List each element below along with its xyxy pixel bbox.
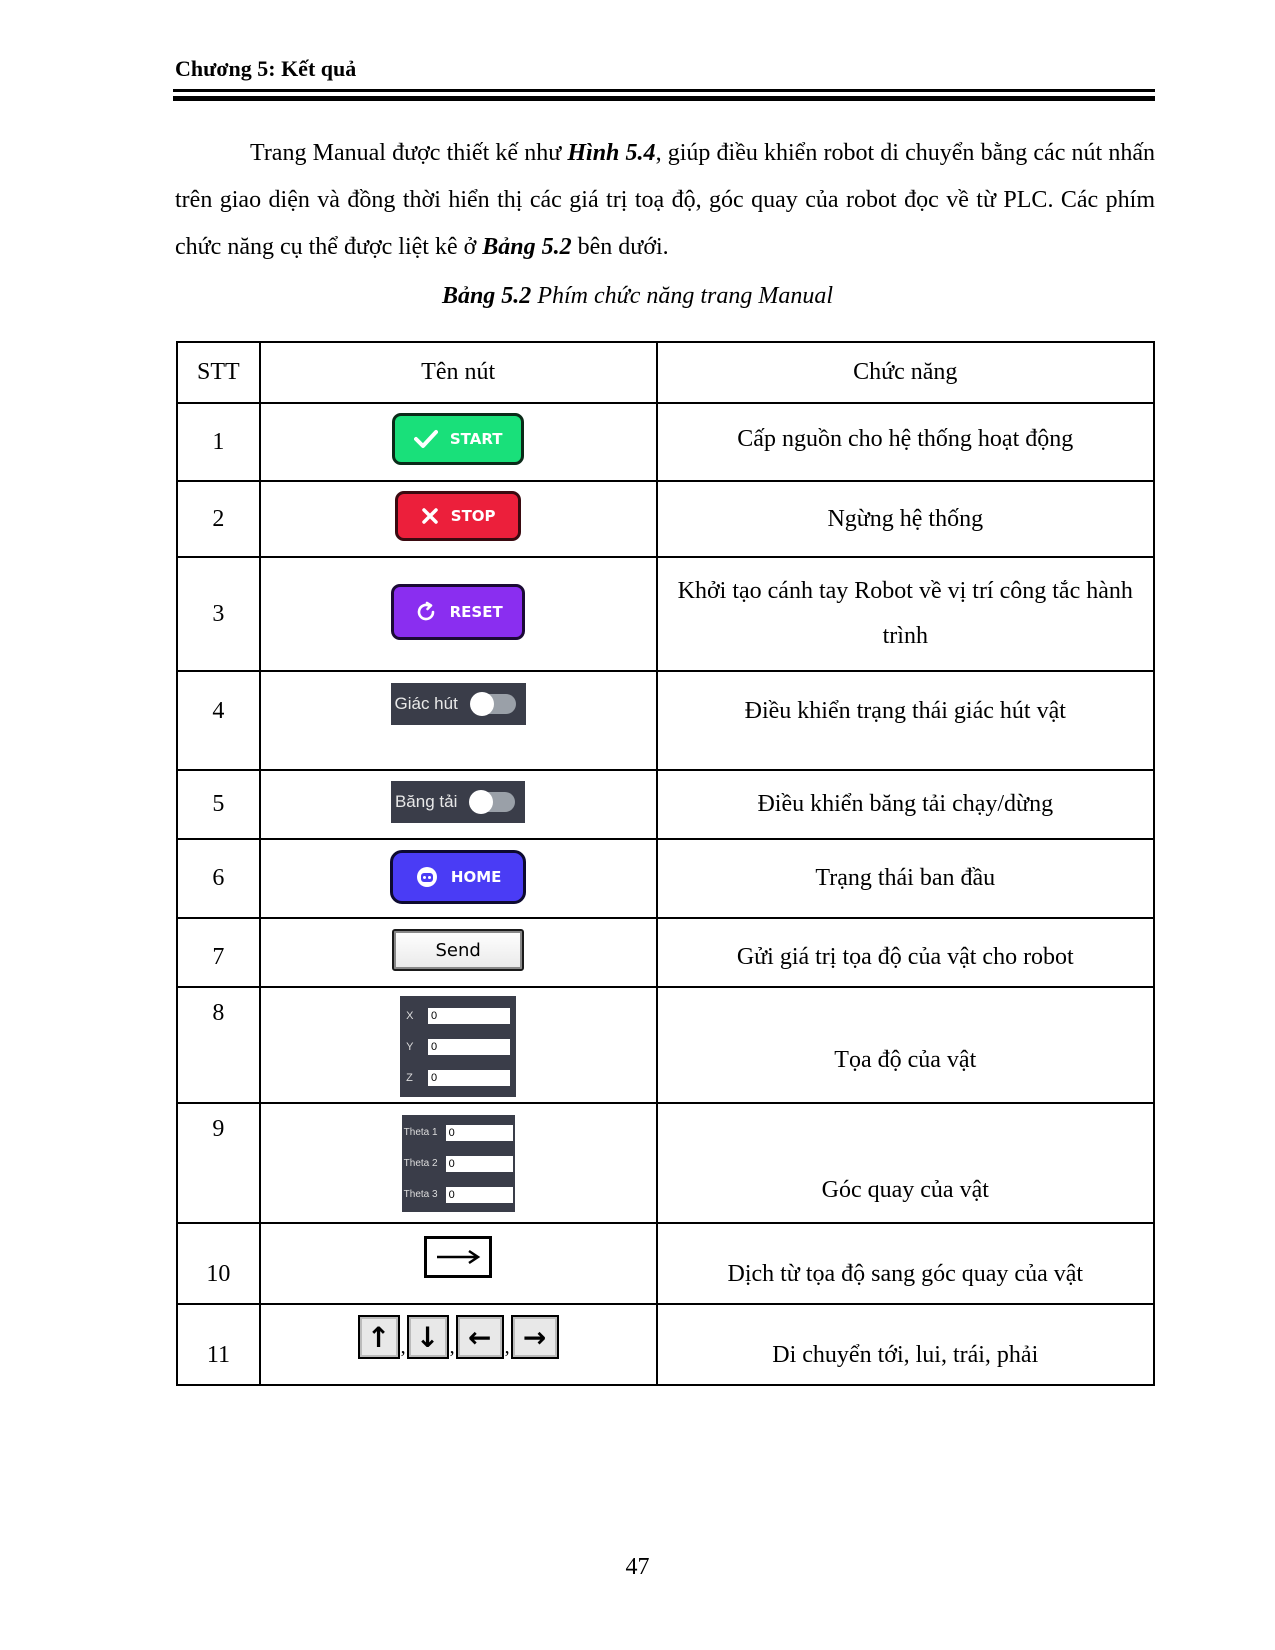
home-button[interactable]	[390, 850, 526, 904]
arrow-left-icon: ←	[467, 1320, 492, 1354]
stop-button[interactable]	[395, 491, 521, 541]
row-stt: 10	[177, 1223, 260, 1304]
x-input[interactable]: 0	[428, 1008, 510, 1024]
convert-button[interactable]	[424, 1236, 492, 1278]
row-function: Cấp nguồn cho hệ thống hoạt động	[657, 403, 1154, 481]
start-label: START	[449, 430, 503, 448]
left-button[interactable]	[456, 1315, 504, 1359]
arrow-up-icon: ↑	[366, 1320, 391, 1354]
table-row	[177, 1223, 1154, 1304]
row-stt: 7	[177, 918, 260, 987]
function-text: Khởi tạo cánh tay Robot về vị trí công tắc hành trình	[677, 578, 1133, 649]
right-button[interactable]	[511, 1315, 559, 1359]
theta1-input[interactable]: 0	[446, 1125, 513, 1141]
row-button	[260, 918, 657, 987]
row-button	[260, 1103, 657, 1223]
row-function: Gửi giá trị tọa độ của vật cho robot	[657, 918, 1154, 987]
header-function: Chức năng	[657, 342, 1154, 403]
suction-toggle-control	[391, 683, 526, 725]
page-number: 47	[625, 1554, 650, 1580]
z-input[interactable]: 0	[428, 1070, 510, 1086]
row-stt: 6	[177, 839, 260, 918]
y-input[interactable]: 0	[428, 1039, 510, 1055]
table-row	[177, 987, 1154, 1103]
home-label: HOME	[450, 867, 502, 886]
header-rule-thin	[173, 89, 1155, 92]
arrow-right-icon	[435, 1249, 481, 1265]
theta2-input[interactable]: 0	[446, 1156, 513, 1172]
intro-paragraph	[175, 130, 1155, 271]
table-row	[177, 481, 1154, 557]
row-function: Điều khiển băng tải chạy/dừng	[657, 770, 1154, 839]
row-function	[657, 557, 1154, 671]
coord-row-x	[406, 1000, 510, 1031]
row-function: Ngừng hệ thống	[657, 481, 1154, 557]
close-icon	[421, 507, 439, 525]
table-ref: Bảng 5.2	[482, 234, 572, 260]
row-button	[260, 1223, 657, 1304]
down-button[interactable]	[407, 1315, 449, 1359]
paragraph-text-2: , giúp điều khiển robot di chuyển bằng các nút nhấn trên giao diện và đồng thời hiển thị các giá trị toạ độ, góc quay của robot đọc về từ PLC. Các phím chức năng cụ thể được liệt kê ở	[175, 140, 1155, 260]
reset-label: RESET	[449, 603, 503, 621]
suction-label: Giác hút	[394, 694, 458, 713]
row-stt: 8	[177, 987, 260, 1103]
row-stt: 9	[177, 1103, 260, 1223]
theta3-input[interactable]: 0	[446, 1187, 513, 1203]
conveyor-toggle-control	[391, 781, 525, 823]
send-label: Send	[435, 939, 481, 961]
row-stt: 2	[177, 481, 260, 557]
header-stt: STT	[177, 342, 260, 403]
conveyor-label: Băng tải	[394, 791, 458, 811]
table-row	[177, 770, 1154, 839]
table-caption	[0, 283, 1275, 310]
arrow-down-icon: ↓	[415, 1320, 440, 1354]
row-stt: 4	[177, 671, 260, 770]
separator: ,	[504, 1336, 510, 1358]
caption-text: Phím chức năng trang Manual	[531, 283, 834, 309]
row-stt: 3	[177, 557, 260, 671]
send-button[interactable]	[392, 929, 524, 971]
row-stt: 11	[177, 1304, 260, 1385]
header-button-name: Tên nút	[260, 342, 657, 403]
function-key-table	[176, 341, 1155, 1386]
reset-button[interactable]	[391, 584, 525, 640]
row-function: Trạng thái ban đầu	[657, 839, 1154, 918]
row-function: Điều khiển trạng thái giác hút vật	[657, 671, 1154, 770]
table-row	[177, 918, 1154, 987]
row-function: Tọa độ của vật	[657, 987, 1154, 1103]
robot-icon	[415, 865, 439, 889]
angle-label: Theta 2	[403, 1158, 438, 1169]
stop-label: STOP	[450, 507, 496, 525]
row-button	[260, 839, 657, 918]
coord-label: X	[406, 1009, 414, 1022]
row-button	[260, 481, 657, 557]
table-row	[177, 1103, 1154, 1223]
start-button[interactable]	[392, 413, 524, 465]
table-row	[177, 1304, 1154, 1385]
check-icon	[414, 429, 438, 449]
row-function: Dịch từ tọa độ sang góc quay của vật	[657, 1223, 1154, 1304]
coordinate-panel	[400, 996, 516, 1097]
row-function: Góc quay của vật	[657, 1103, 1154, 1223]
row-function: Di chuyển tới, lui, trái, phải	[657, 1304, 1154, 1385]
chapter-header: Chương 5: Kết quả	[175, 56, 357, 81]
table-row	[177, 557, 1154, 671]
up-button[interactable]	[358, 1315, 400, 1359]
table-row	[177, 403, 1154, 481]
paragraph-text-1: Trang Manual được thiết kế như	[250, 140, 568, 166]
angle-row-1	[404, 1117, 513, 1148]
suction-toggle[interactable]	[472, 694, 516, 714]
coord-row-y	[406, 1031, 510, 1062]
coord-label: Z	[406, 1071, 413, 1084]
paragraph-text-3: bên dưới.	[571, 234, 669, 260]
coord-label: Y	[406, 1040, 414, 1053]
caption-ref: Bảng 5.2	[441, 283, 532, 309]
table-row	[177, 839, 1154, 918]
angle-row-3	[404, 1179, 513, 1210]
coord-row-z	[406, 1062, 510, 1093]
row-button	[260, 1304, 657, 1385]
table-row	[177, 671, 1154, 770]
row-stt: 1	[177, 403, 260, 481]
separator: ,	[400, 1336, 406, 1358]
figure-ref: Hình 5.4	[567, 140, 656, 166]
row-button	[260, 557, 657, 671]
table-header-row	[177, 342, 1154, 403]
angle-label: Theta 1	[403, 1127, 438, 1138]
header-rule-thick	[173, 96, 1155, 101]
row-button	[260, 770, 657, 839]
row-button	[260, 987, 657, 1103]
angle-panel	[402, 1115, 515, 1212]
separator: ,	[449, 1336, 455, 1358]
row-button	[260, 671, 657, 770]
row-stt: 5	[177, 770, 260, 839]
arrow-right-icon: →	[522, 1320, 547, 1354]
refresh-icon	[414, 600, 438, 624]
angle-label: Theta 3	[403, 1189, 438, 1200]
angle-row-2	[404, 1148, 513, 1179]
row-button	[260, 403, 657, 481]
conveyor-toggle[interactable]	[471, 792, 515, 812]
